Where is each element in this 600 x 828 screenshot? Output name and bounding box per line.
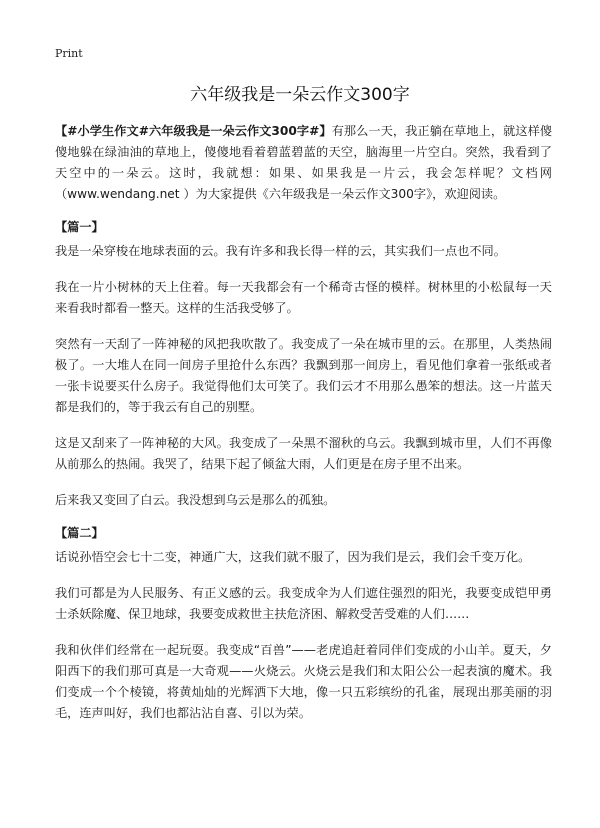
section-heading-1: 【篇一】 xyxy=(55,220,104,234)
intro-text: 有那么一天，我正躺在草地上，就这样傻傻地躲在绿油油的草地上，傻傻地看着碧蓝碧蓝的天空，脑海里一片空白。突然，我看到了天空中的一朵云。这时，我就想：如果、如果我是一片云，我会怎样呢？文档网（www.wendang.net ）为大家提供《六年级我是一朵云作文300字》，欢迎阅读。 xyxy=(55,124,553,201)
paragraph: 这是又刮来了一阵神秘的大风。我变成了一朵黑不溜秋的乌云。我飘到城市里，人们不再像从前那么的热闹。我哭了，结果下起了倾盆大雨，人们更是在房子里不出来。 xyxy=(55,436,552,471)
paragraph: 我们可都是为人民服务、有正义感的云。我变成伞为人们遮住强烈的阳光，我要变成铠甲勇士杀妖除魔、保卫地球，我要变成救世主扶危济困、解救受苦受难的人们…… xyxy=(55,586,552,621)
intro-tags: 【#小学生作文#六年级我是一朵云作文300字#】 xyxy=(55,124,332,138)
paragraph: 我是一朵穿梭在地球表面的云。我有许多和我长得一样的云，其实我们一点也不同。 xyxy=(55,244,506,258)
print-label: Print xyxy=(55,47,83,60)
paragraph: 话说孙悟空会七十二变，神通广大，这我们就不服了，因为我们是云，我们会千变万化。 xyxy=(55,550,531,564)
paragraph: 突然有一天刮了一阵神秘的风把我吹散了。我变成了一朵在城市里的云。在那里，人类热闹极了。一大堆人在同一间房子里抢什么东西？我飘到那一间房上，看见他们拿着一张纸或者一张卡说要买什么房子。我觉得他们太可笑了。我们云才不用那么愚笨的想法。这一片蓝天都是我们的，等于我云有自己的别墅。 xyxy=(55,337,552,414)
intro-paragraph xyxy=(55,121,552,205)
section-heading-2: 【篇二】 xyxy=(55,526,104,540)
paragraph: 我和伙伴们经常在一起玩耍。我变成“百兽”——老虎追赶着同伴们变成的小山羊。夏天，夕阳西下的我们那可真是一大奇观——火烧云。火烧云是我们和太阳公公一起表演的魔术。我们变成一个个棱镜，将黄灿灿的光辉洒下大地，像一只五彩缤纷的孔雀，展现出那美丽的羽毛，连声叫好，我们也都沾沾自喜、引以为荣。 xyxy=(55,643,552,720)
page-title: 六年级我是一朵云作文300字 xyxy=(190,85,410,105)
paragraph: 我在一片小树林的天上住着。每一天我都会有一个稀奇古怪的模样。树林里的小松鼠每一天来看我时都看一整天。这样的生活我受够了。 xyxy=(55,280,552,315)
article-body xyxy=(55,121,552,724)
paragraph: 后来我又变回了白云。我没想到乌云是那么的孤独。 xyxy=(55,493,336,507)
